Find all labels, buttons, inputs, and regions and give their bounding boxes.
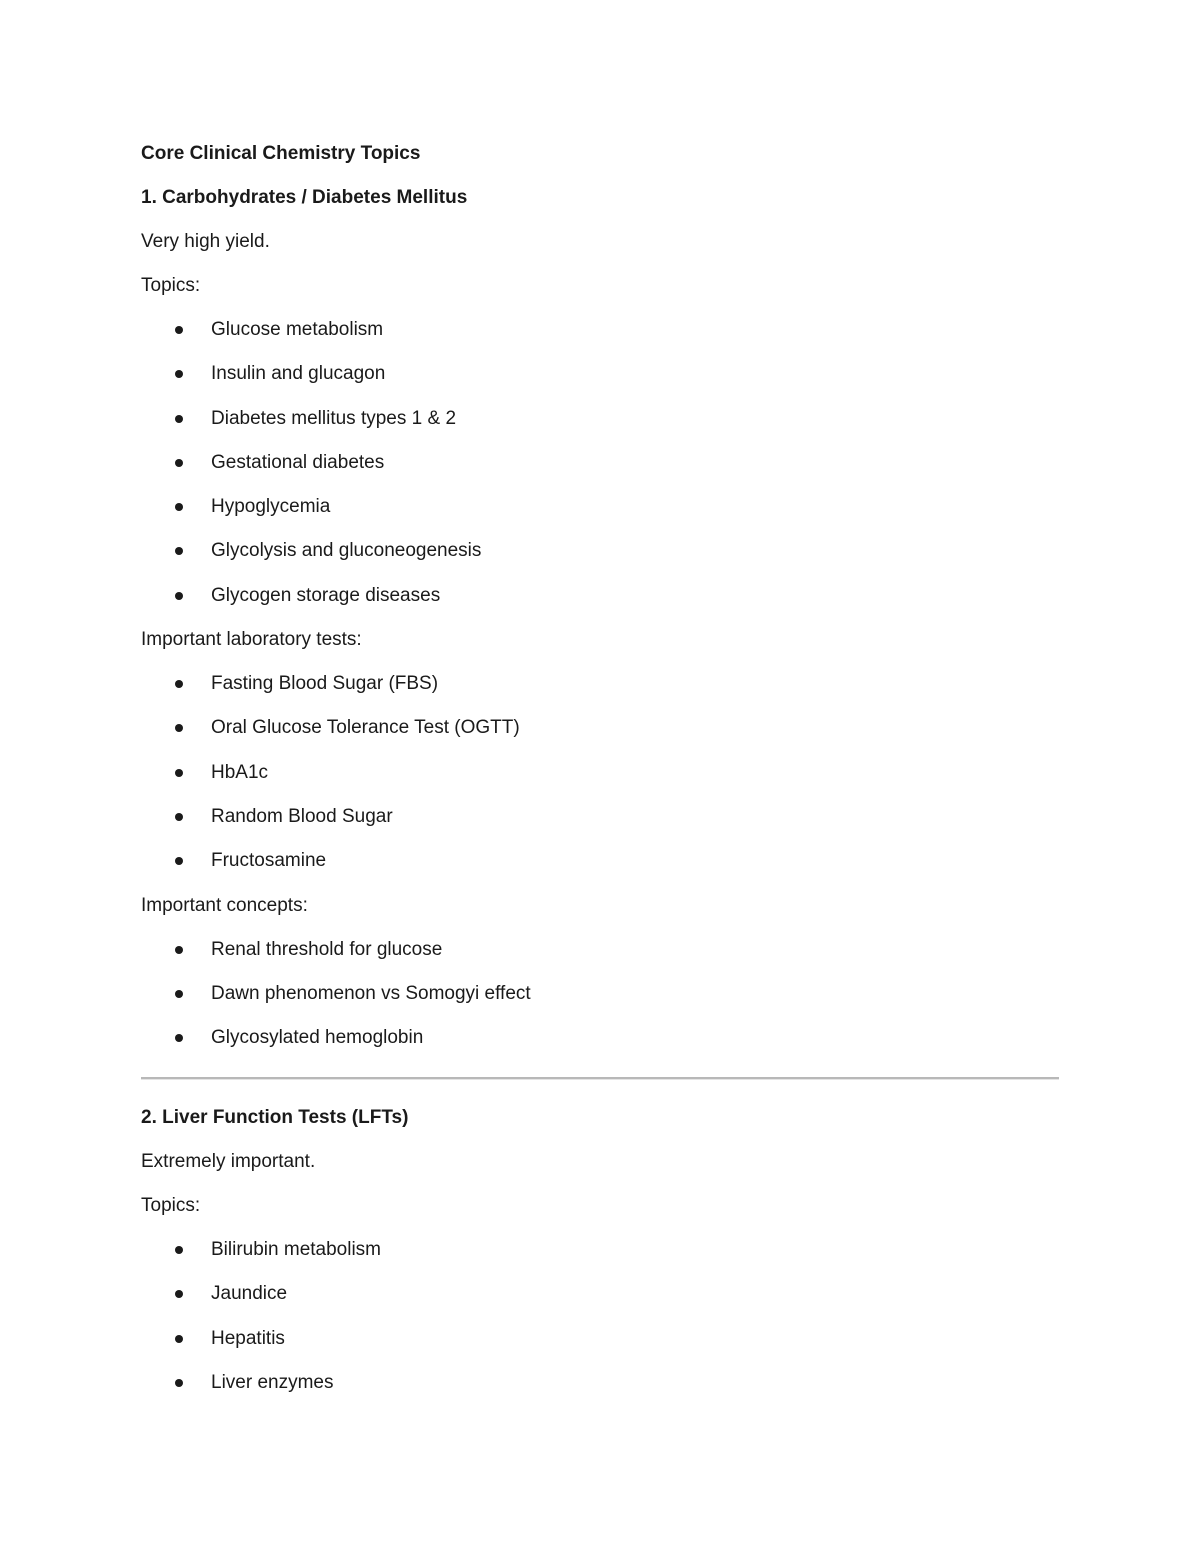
bullet-icon: [175, 459, 183, 467]
bullet-icon: [175, 370, 183, 378]
group-label: Topics:: [141, 275, 201, 296]
list-item: Jaundice: [141, 1282, 1059, 1306]
list-item: Insulin and glucagon: [141, 362, 1059, 386]
list-item: HbA1c: [141, 761, 1059, 785]
bullet-icon: [175, 1290, 183, 1298]
list-item: Hypoglycemia: [141, 495, 1059, 519]
list-item: Bilirubin metabolism: [141, 1238, 1059, 1262]
group-label: Important laboratory tests:: [141, 629, 362, 651]
list-item: Glycogen storage diseases: [141, 584, 1059, 608]
bullet-icon: [175, 415, 183, 423]
bullet-icon: [175, 1335, 183, 1343]
group-label: Topics:: [141, 1195, 201, 1217]
list-item: Renal threshold for glucose: [141, 938, 1059, 962]
bullet-icon: [175, 592, 183, 600]
bullet-icon: [175, 503, 183, 511]
list-item: Fasting Blood Sugar (FBS): [141, 672, 1059, 696]
section-heading: 1. Carbohydrates / Diabetes Mellitus: [141, 187, 468, 208]
bullet-list: [141, 672, 1059, 873]
bullet-list: [141, 938, 1059, 1051]
section-note: Extremely important.: [141, 1151, 316, 1173]
bullet-list: [141, 1238, 1059, 1395]
list-item: Fructosamine: [141, 849, 1059, 873]
bullet-icon: [175, 1034, 183, 1042]
list-item: Oral Glucose Tolerance Test (OGTT): [141, 716, 1059, 740]
document-body: [141, 142, 1059, 1415]
bullet-icon: [175, 946, 183, 954]
section-note: Very high yield.: [141, 231, 270, 252]
bullet-icon: [175, 1379, 183, 1387]
list-item: Random Blood Sugar: [141, 805, 1059, 829]
list-item: Hepatitis: [141, 1327, 1059, 1351]
list-item: Glycosylated hemoglobin: [141, 1026, 1059, 1050]
list-item: Glucose metabolism: [141, 318, 1059, 342]
bullet-icon: [175, 680, 183, 688]
bullet-icon: [175, 326, 183, 334]
bullet-icon: [175, 547, 183, 555]
list-item: Gestational diabetes: [141, 451, 1059, 475]
bullet-list: [141, 318, 1059, 608]
bullet-icon: [175, 990, 183, 998]
bullet-icon: [175, 1246, 183, 1254]
bullet-icon: [175, 724, 183, 732]
bullet-icon: [175, 857, 183, 865]
section-heading: 2. Liver Function Tests (LFTs): [141, 1107, 409, 1129]
list-item: Liver enzymes: [141, 1371, 1059, 1395]
document-title: Core Clinical Chemistry Topics: [141, 143, 421, 164]
list-item: Diabetes mellitus types 1 & 2: [141, 407, 1059, 431]
group-label: Important concepts:: [141, 894, 308, 916]
list-item: Glycolysis and gluconeogenesis: [141, 539, 1059, 563]
horizontal-divider: [141, 1077, 1059, 1079]
list-item: Dawn phenomenon vs Somogyi effect: [141, 982, 1059, 1006]
bullet-icon: [175, 813, 183, 821]
bullet-icon: [175, 769, 183, 777]
